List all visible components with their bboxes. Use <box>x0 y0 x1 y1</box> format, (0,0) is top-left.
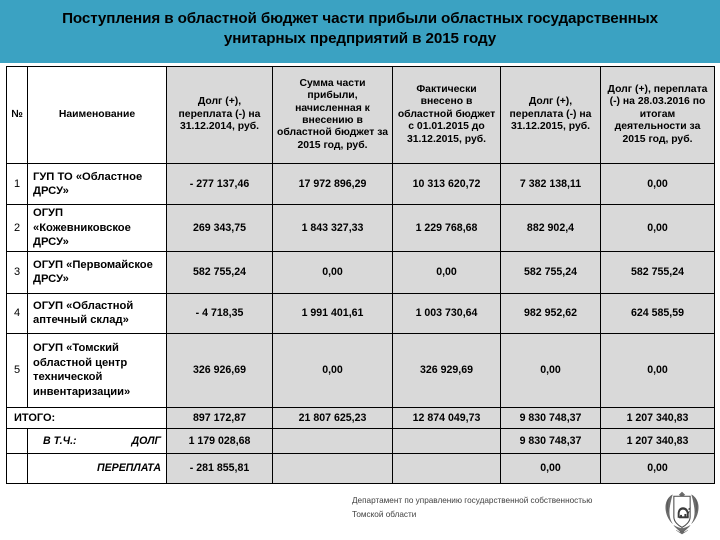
table-row <box>7 164 715 205</box>
table-row <box>7 293 715 333</box>
cell-debt-2014: 326 926,69 <box>167 333 273 407</box>
cell-num: 5 <box>7 333 28 407</box>
cell-name: ГУП ТО «Областное ДРСУ» <box>28 164 167 205</box>
cell-debt-2016: 624 585,59 <box>601 293 715 333</box>
title-band <box>0 0 720 63</box>
cell-subtotal-label-debt <box>28 428 167 453</box>
cell-subtotal-debt-2015: 0,00 <box>501 453 601 483</box>
cell-subtotal-debt-2014: - 281 855,81 <box>167 453 273 483</box>
table-row-total <box>7 407 715 428</box>
column-header-accrued-2015: Сумма части прибыли, начисленная к внесению в областной бюджет за 2015 год, руб. <box>273 67 393 164</box>
cell-debt-2015: 0,00 <box>501 333 601 407</box>
cell-name: ОГУП «Томский областной центр технической инвентаризации» <box>28 333 167 407</box>
cell-actual-paid: 10 313 620,72 <box>393 164 501 205</box>
table-row-subtotal-debt <box>7 428 715 453</box>
cell-accrued-2015: 1 991 401,61 <box>273 293 393 333</box>
cell-subtotal-debt-2015: 9 830 748,37 <box>501 428 601 453</box>
cell-debt-2016: 0,00 <box>601 164 715 205</box>
cell-subtotal-accrued-2015 <box>273 453 393 483</box>
cell-name: ОГУП «Кожевниковское ДРСУ» <box>28 205 167 252</box>
column-header-debt-2014: Долг (+), переплата (-) на 31.12.2014, руб. <box>167 67 273 164</box>
cell-num: 2 <box>7 205 28 252</box>
column-header-actual-paid: Фактически внесено в областной бюджет с 01.01.2015 до 31.12.2015, руб. <box>393 67 501 164</box>
cell-actual-paid: 0,00 <box>393 251 501 293</box>
cell-total-accrued-2015: 21 807 625,23 <box>273 407 393 428</box>
subtotal-prefix-label: В Т.Ч.: <box>43 434 77 447</box>
cell-debt-2015: 582 755,24 <box>501 251 601 293</box>
cell-accrued-2015: 17 972 896,29 <box>273 164 393 205</box>
cell-subtotal-accrued-2015 <box>273 428 393 453</box>
cell-subtotal-label-overpayment: ПЕРЕПЛАТА <box>28 453 167 483</box>
cell-accrued-2015: 0,00 <box>273 333 393 407</box>
cell-debt-2016: 582 755,24 <box>601 251 715 293</box>
cell-total-label: ИТОГО: <box>7 407 167 428</box>
cell-debt-2016: 0,00 <box>601 205 715 252</box>
cell-total-actual-paid: 12 874 049,73 <box>393 407 501 428</box>
cell-name: ОГУП «Первомайское ДРСУ» <box>28 251 167 293</box>
page-title-line2: унитарных предприятий в 2015 году <box>223 30 497 47</box>
cell-total-debt-2015: 9 830 748,37 <box>501 407 601 428</box>
cell-debt-2016: 0,00 <box>601 333 715 407</box>
cell-subtotal-actual-paid <box>393 428 501 453</box>
table-body <box>7 164 715 484</box>
column-header-name: Наименование <box>28 67 167 164</box>
cell-debt-2014: 582 755,24 <box>167 251 273 293</box>
footer-text <box>352 494 652 522</box>
cell-subtotal-debt-2016: 1 207 340,83 <box>601 428 715 453</box>
cell-num: 3 <box>7 251 28 293</box>
cell-accrued-2015: 0,00 <box>273 251 393 293</box>
cell-debt-2014: - 277 137,46 <box>167 164 273 205</box>
table-row <box>7 205 715 252</box>
cell-total-debt-2014: 897 172,87 <box>167 407 273 428</box>
column-header-debt-2016: Долг (+), переплата (-) на 28.03.2016 по итогам деятельности за 2015 год, руб. <box>601 67 715 164</box>
table-row <box>7 333 715 407</box>
header-row <box>7 67 715 164</box>
cell-actual-paid: 1 229 768,68 <box>393 205 501 252</box>
subtotal-label-debt: ДОЛГ <box>131 434 161 447</box>
cell-num: 1 <box>7 164 28 205</box>
footer-line2: Томской области <box>352 510 417 519</box>
cell-debt-2014: 269 343,75 <box>167 205 273 252</box>
cell-name: ОГУП «Областной аптечный склад» <box>28 293 167 333</box>
page-title-line1: Поступления в областной бюджет части прибыли областных государственных <box>62 10 658 27</box>
tomsk-oblast-coat-of-arms-icon <box>658 490 706 536</box>
cell-subtotal-spacer <box>7 428 28 453</box>
cell-num: 4 <box>7 293 28 333</box>
page-title <box>20 9 700 49</box>
budget-table <box>6 66 715 484</box>
table-header <box>7 67 715 164</box>
cell-subtotal-debt-2014: 1 179 028,68 <box>167 428 273 453</box>
cell-subtotal-actual-paid <box>393 453 501 483</box>
cell-actual-paid: 1 003 730,64 <box>393 293 501 333</box>
column-header-num: № <box>7 67 28 164</box>
cell-accrued-2015: 1 843 327,33 <box>273 205 393 252</box>
cell-total-debt-2016: 1 207 340,83 <box>601 407 715 428</box>
cell-subtotal-spacer <box>7 453 28 483</box>
cell-debt-2015: 7 382 138,11 <box>501 164 601 205</box>
cell-subtotal-debt-2016: 0,00 <box>601 453 715 483</box>
cell-debt-2015: 882 902,4 <box>501 205 601 252</box>
column-header-debt-2015: Долг (+), переплата (-) на 31.12.2015, руб. <box>501 67 601 164</box>
cell-debt-2014: - 4 718,35 <box>167 293 273 333</box>
cell-actual-paid: 326 929,69 <box>393 333 501 407</box>
table-row <box>7 251 715 293</box>
cell-debt-2015: 982 952,62 <box>501 293 601 333</box>
table-row-subtotal-overpayment <box>7 453 715 483</box>
footer-line1: Департамент по управлению государственной собственностью <box>352 496 593 505</box>
